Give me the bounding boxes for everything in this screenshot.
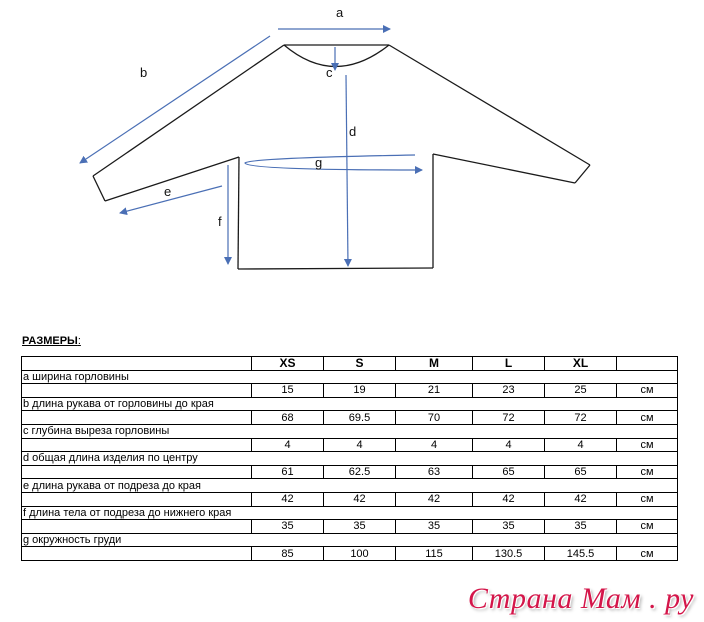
measurement-label-spacer [252, 533, 678, 547]
unit-header-blank [617, 357, 678, 371]
measurement-label-spacer [252, 506, 678, 520]
size-value: 21 [396, 384, 473, 398]
arrow-b [80, 36, 270, 163]
size-value: 63 [396, 465, 473, 479]
measurement-label-row [22, 424, 678, 438]
measurement-label: с глубина выреза горловины [22, 424, 252, 438]
arrow-d [346, 75, 348, 266]
measurement-arrows [80, 29, 422, 266]
size-value: 4 [473, 438, 545, 452]
sizes-heading [22, 335, 81, 347]
sweater-schematic [0, 0, 704, 300]
measurement-label: f длина тела от подреза до нижнего края [22, 506, 252, 520]
unit-label: см [617, 520, 678, 534]
label-g: g [315, 155, 323, 170]
measurement-label-row [22, 506, 678, 520]
size-value: 130.5 [473, 547, 545, 561]
unit-label: см [617, 384, 678, 398]
unit-label: см [617, 438, 678, 452]
measurement-label-spacer [252, 370, 678, 384]
size-value: 35 [473, 520, 545, 534]
measurement-values-blank [22, 492, 252, 506]
size-value: 69.5 [324, 411, 396, 425]
size-value: 42 [252, 492, 324, 506]
size-value: 42 [396, 492, 473, 506]
measurement-label-row [22, 452, 678, 466]
size-value: 70 [396, 411, 473, 425]
size-value: 4 [396, 438, 473, 452]
measurement-values-blank [22, 465, 252, 479]
measurement-values-row [22, 384, 678, 398]
size-header-cell: XL [545, 357, 617, 371]
size-value: 72 [473, 411, 545, 425]
size-value: 23 [473, 384, 545, 398]
size-header-cell: S [324, 357, 396, 371]
size-header-cell: XS [252, 357, 324, 371]
size-value: 61 [252, 465, 324, 479]
size-value: 4 [252, 438, 324, 452]
measurement-label-row [22, 533, 678, 547]
size-header-cell: M [396, 357, 473, 371]
label-b: b [140, 65, 148, 80]
neckline-curve [284, 45, 389, 67]
label-e: e [164, 184, 172, 199]
size-value: 15 [252, 384, 324, 398]
label-d: d [349, 124, 357, 139]
size-value: 72 [545, 411, 617, 425]
measurement-label-row [22, 479, 678, 493]
measurement-values-row [22, 492, 678, 506]
size-value: 85 [252, 547, 324, 561]
measurement-values-row [22, 547, 678, 561]
size-value: 65 [545, 465, 617, 479]
size-value: 25 [545, 384, 617, 398]
measurement-values-row [22, 438, 678, 452]
unit-label: см [617, 411, 678, 425]
measurement-values-row [22, 411, 678, 425]
size-value: 42 [545, 492, 617, 506]
size-value: 4 [324, 438, 396, 452]
sizes-heading-text: РАЗМЕРЫ [22, 335, 78, 347]
unit-label: см [617, 465, 678, 479]
measurement-label-spacer [252, 397, 678, 411]
measurement-values-row [22, 520, 678, 534]
measurement-label-row [22, 397, 678, 411]
arrow-g [245, 155, 422, 170]
watermark-logo: Страна Мам . ру [467, 582, 694, 615]
size-value: 19 [324, 384, 396, 398]
label-a: a [336, 5, 344, 20]
size-value: 145.5 [545, 547, 617, 561]
size-header-blank [22, 357, 252, 371]
size-value: 62.5 [324, 465, 396, 479]
measurement-values-blank [22, 547, 252, 561]
size-header-row [22, 357, 678, 371]
measurement-label-spacer [252, 452, 678, 466]
measurement-label: g окружность груди [22, 533, 252, 547]
right-sleeve-top [389, 45, 590, 165]
measurement-values-blank [22, 438, 252, 452]
size-header-cell: L [473, 357, 545, 371]
size-value: 68 [252, 411, 324, 425]
size-value: 65 [473, 465, 545, 479]
size-value: 35 [545, 520, 617, 534]
sizes-heading-colon: : [77, 335, 81, 347]
measurement-label-spacer [252, 424, 678, 438]
measurement-label-row [22, 370, 678, 384]
measurement-values-blank [22, 384, 252, 398]
left-sleeve-top [93, 45, 284, 176]
size-value: 42 [324, 492, 396, 506]
size-value: 35 [396, 520, 473, 534]
right-cuff [575, 165, 590, 183]
measurement-values-blank [22, 411, 252, 425]
size-value: 35 [324, 520, 396, 534]
hem-line [238, 268, 433, 269]
measurement-values-row [22, 465, 678, 479]
right-sleeve-bottom [433, 154, 575, 183]
measurement-label: е длина рукава от подреза до края [22, 479, 252, 493]
size-table [21, 356, 678, 561]
label-c: c [326, 65, 333, 80]
left-sleeve-bottom [105, 157, 239, 201]
size-value: 35 [252, 520, 324, 534]
measurement-label: b длина рукава от горловины до края [22, 397, 252, 411]
measurement-label-spacer [252, 479, 678, 493]
size-value: 115 [396, 547, 473, 561]
unit-label: см [617, 492, 678, 506]
size-value: 100 [324, 547, 396, 561]
measurement-label: а ширина горловины [22, 370, 252, 384]
left-cuff [93, 176, 105, 201]
unit-label: см [617, 547, 678, 561]
size-value: 4 [545, 438, 617, 452]
measurement-label: d общая длина изделия по центру [22, 452, 252, 466]
label-f: f [218, 214, 222, 229]
measurement-values-blank [22, 520, 252, 534]
left-side-seam [238, 157, 239, 269]
size-value: 42 [473, 492, 545, 506]
